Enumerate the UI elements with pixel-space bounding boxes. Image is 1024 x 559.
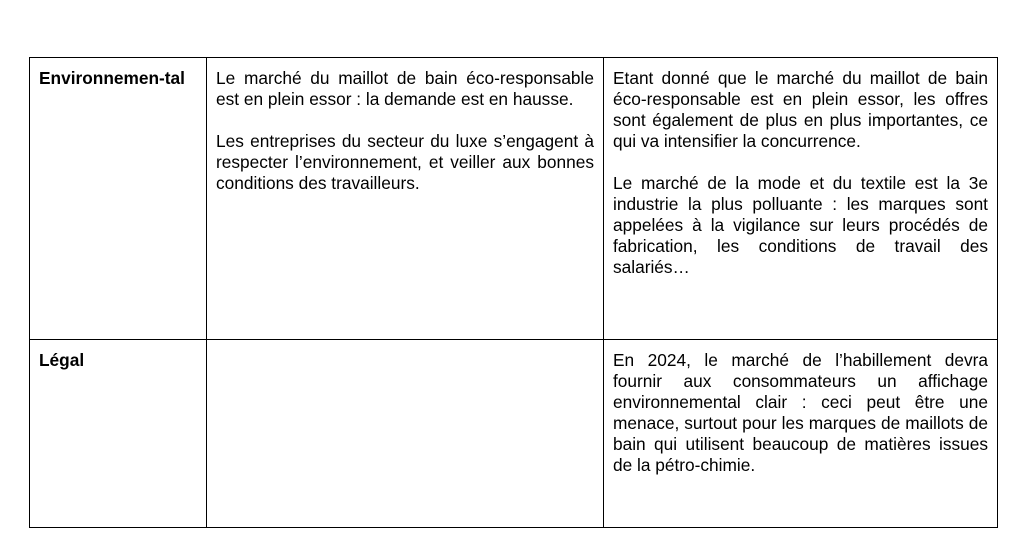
- table-row-legal: [30, 340, 998, 528]
- table-row-environnemental: [30, 58, 998, 340]
- cell-paragraph: Le marché de la mode et du textile est la 3e industrie la plus polluante : les marques sont appelées à la vigilance sur leurs procédés de fabrication, les conditions de travail des salariés…: [613, 173, 988, 277]
- row-label: Environnemen-tal: [30, 58, 207, 340]
- cell-paragraph: Les entreprises du secteur du luxe s’engagent à respecter l’environnement, et veiller aux bonnes conditions des travailleurs.: [216, 131, 594, 193]
- table-cell-col1-empty: [207, 340, 604, 528]
- table-cell-col1: [207, 58, 604, 340]
- table-cell-col2: [604, 340, 998, 528]
- cell-paragraph: Etant donné que le marché du maillot de bain éco-responsable est en plein essor, les offres sont également de plus en plus importantes, ce qui va intensifier la concurrence.: [613, 68, 988, 151]
- cell-paragraph: En 2024, le marché de l’habillement devra fournir aux consommateurs un affichage environnemental clair : ceci peut être une menace, surtout pour les marques de maillots de bain qui utilisent beaucoup de matières issues de la pétro-chimie.: [613, 350, 988, 475]
- table-cell-col2: [604, 58, 998, 340]
- cell-paragraph: Le marché du maillot de bain éco-responsable est en plein essor : la demande est en hausse.: [216, 68, 594, 109]
- row-label: Légal: [30, 340, 207, 528]
- pestel-table: [29, 57, 998, 528]
